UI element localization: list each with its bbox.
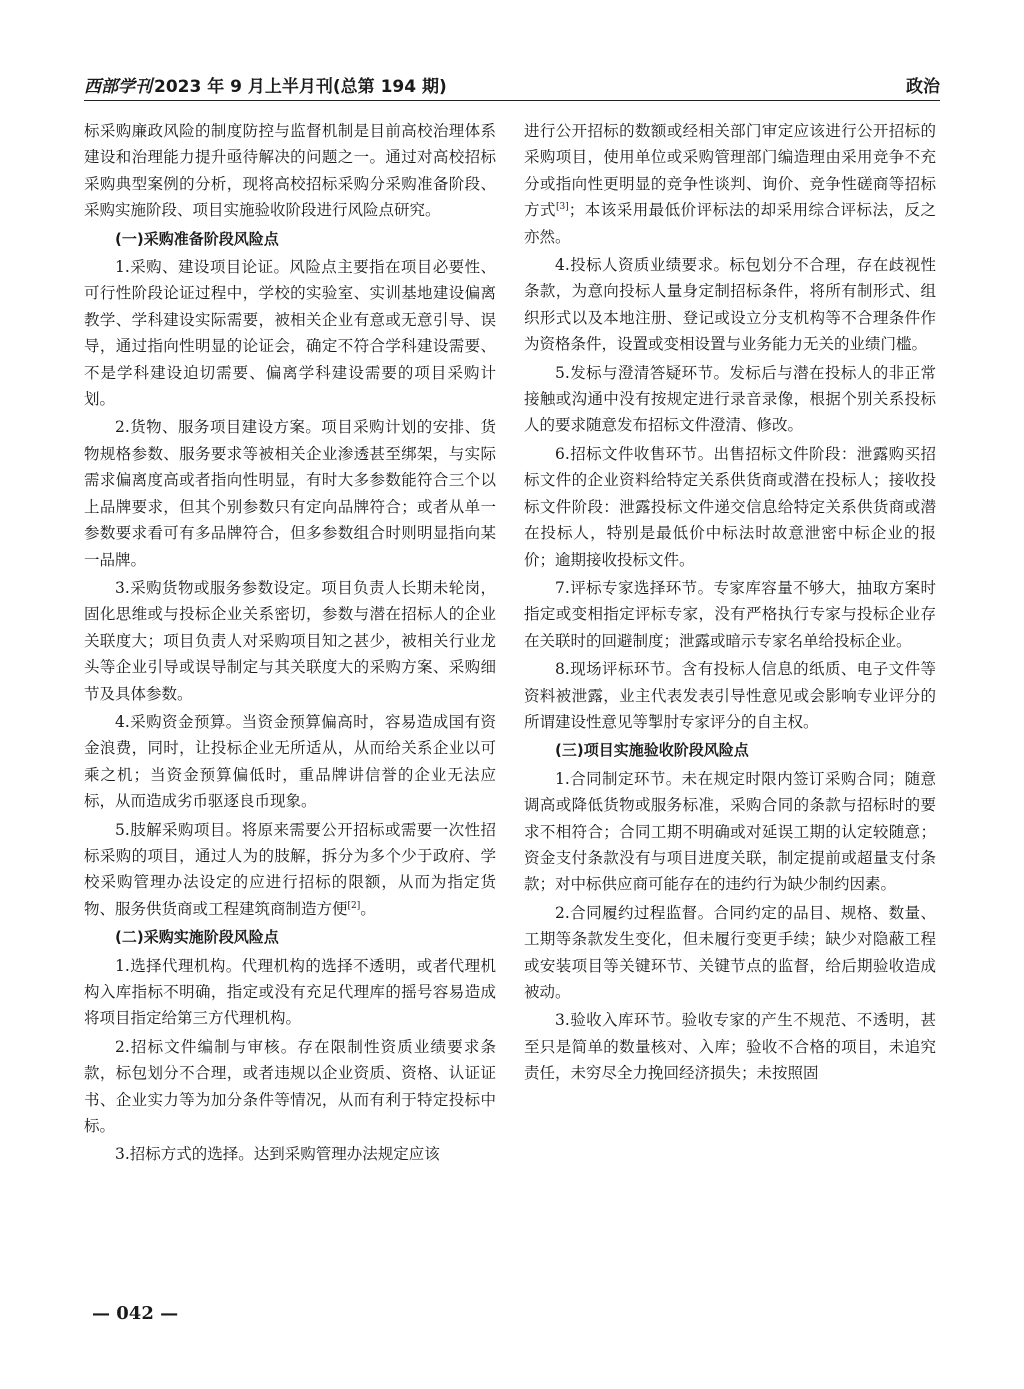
- citation-ref: [2]: [347, 900, 361, 911]
- paragraph-text: 2.货物、服务项目建设方案。项目采购计划的安排、货物规格参数、服务要求等被相关企业渗透甚至绑架，与实际需求偏离度高或者指向性明显，有时大多参数能符合三个以上品牌要求，但其个别参数只有定向品牌符合；或者从单一参数要求看可有多品牌符合，但多参数组合时则明显指向某一品牌。: [84, 418, 496, 569]
- paragraph: [84, 817, 496, 923]
- paragraph-text: 3.采购货物或服务参数设定。项目负责人长期未轮岗，固化思维或与投标企业关系密切，参数与潜在招标人的企业关联度大；项目负责人对采购项目知之甚少，被相关行业龙头等企业引导或误导制定与其关联度大的采购方案、采购细节及具体参数。: [84, 578, 496, 703]
- paragraph-text: 4.采购资金预算。当资金预算偏高时，容易造成国有资金浪费，同时，让投标企业无所适从，从而给关系企业以可乘之机；当资金预算偏低时，重品牌讲信誉的企业无法应标，从而造成劣币驱逐良币现象。: [84, 712, 496, 811]
- journal-logo: 西部学刊: [84, 77, 152, 97]
- paragraph-text: 3.招标方式的选择。达到采购管理办法规定应该: [115, 1145, 440, 1164]
- paragraph: [84, 1141, 496, 1167]
- paragraph: [524, 252, 936, 358]
- paragraph-text: 4.投标人资质业绩要求。标包划分不合理，存在歧视性条款，为意向投标人量身定制招标条件，将所有制形式、组织形式以及本地注册、登记或设立分支机构等不合理条件作为资格条件，设置或变相设置与业务能力无关的业绩门槛。: [524, 256, 936, 354]
- paragraph-text: 进行公开招标的数额或经相关部门审定应该进行公开招标的采购项目，使用单位或采购管理部门编造理由采用竞争不充分或指向性更明显的竞争性谈判、询价、竞争性磋商等招标方式: [524, 122, 936, 220]
- section-heading: [524, 737, 936, 763]
- paragraph: [524, 766, 936, 898]
- paragraph-text: 1.合同制定环节。未在规定时限内签订采购合同；随意调高或降低货物或服务标准，采购合同的条款与招标时的要求不相符合；合同工期不明确或对延误工期的认定较随意；资金支付条款没有与项目进度关联，制定提前或超量支付条款；对中标供应商可能存在的违约行为缺少制约因素。: [524, 769, 936, 894]
- right-column: [524, 118, 936, 1089]
- paragraph: [84, 953, 496, 1032]
- paragraph: [524, 360, 936, 439]
- paragraph: [524, 656, 936, 735]
- paragraph-text: 5.肢解采购项目。将原来需要公开招标或需要一次性招标采购的项目，通过人为的肢解，拆分为多个少于政府、学校采购管理办法设定的应进行招标的限额，从而为指定货物、服务供货商或工程建筑商制造方便: [84, 820, 496, 918]
- left-column: [84, 118, 496, 1170]
- page-number: — 042 —: [92, 1303, 179, 1324]
- paragraph: [524, 441, 936, 573]
- issue-info: 2023 年 9 月上半月刊(总第 194 期): [154, 77, 447, 97]
- paragraph-text: (二)采购实施阶段风险点: [115, 928, 279, 947]
- paragraph-text: 1.采购、建设项目论证。风险点主要指在项目必要性、可行性阶段论证过程中，学校的实验室、实训基地建设偏离教学、学科建设实际需要，被相关企业有意或无意引导、误导，通过指向性明显的论证会，确定不符合学科建设需要、不是学科建设迫切需要、偏离学科建设需要的项目采购计划。: [84, 258, 496, 409]
- paragraph: [84, 709, 496, 815]
- citation-ref: [3]: [555, 202, 569, 213]
- paragraph-text: 2.合同履约过程监督。合同约定的品目、规格、数量、工期等条款发生变化，但未履行变更手续；缺少对隐蔽工程或安装项目等关键环节、关键节点的监督，给后期验收造成被动。: [524, 903, 936, 1001]
- paragraph: [84, 575, 496, 707]
- section-heading: [84, 924, 496, 950]
- paragraph-text: 标采购廉政风险的制度防控与监督机制是目前高校治理体系建设和治理能力提升亟待解决的问题之一。通过对高校招标采购典型案例的分析，现将高校招标采购分采购准备阶段、采购实施阶段、项目实施验收阶段进行风险点研究。: [84, 122, 496, 220]
- paragraph: [524, 575, 936, 654]
- paragraph: [524, 118, 936, 250]
- paragraph: [524, 1007, 936, 1086]
- paragraph-tail: 。: [360, 899, 376, 918]
- paragraph: [84, 254, 496, 412]
- running-header: [84, 70, 940, 101]
- header-left: [84, 72, 447, 100]
- paragraph: [84, 1034, 496, 1140]
- paragraph-text: 6.招标文件收售环节。出售招标文件阶段：泄露购买招标文件的企业资料给特定关系供货商或潜在投标人；接收投标文件阶段：泄露投标文件递交信息给特定关系供货商或潜在投标人，特别是最低价中标法时故意泄密中标企业的报价；逾期接收投标文件。: [524, 444, 936, 569]
- paragraph-text: 7.评标专家选择环节。专家库容量不够大，抽取方案时指定或变相指定评标专家，没有严格执行专家与投标企业存在关联时的回避制度；泄露或暗示专家名单给投标企业。: [524, 578, 936, 650]
- paragraph-text: (三)项目实施验收阶段风险点: [555, 741, 749, 760]
- paragraph-text: 3.验收入库环节。验收专家的产生不规范、不透明，甚至只是简单的数量核对、入库；验收不合格的项目，未追究责任，未穷尽全力挽回经济损失；未按照固: [524, 1011, 936, 1083]
- paragraph: [84, 118, 496, 224]
- paragraph-text: 5.发标与澄清答疑环节。发标后与潜在投标人的非正常接触或沟通中没有按规定进行录音录像，根据个别关系投标人的要求随意发布招标文件澄清、修改。: [524, 363, 936, 435]
- paragraph-text: 8.现场评标环节。含有投标人信息的纸质、电子文件等资料被泄露，业主代表发表引导性意见或会影响专业评分的所谓建设性意见等掣肘专家评分的自主权。: [524, 660, 936, 731]
- section-heading: [84, 226, 496, 252]
- section-label: 政治: [906, 77, 940, 97]
- paragraph-text: (一)采购准备阶段风险点: [115, 229, 279, 248]
- paragraph-text: 1.选择代理机构。代理机构的选择不透明，或者代理机构入库指标不明确，指定或没有充足代理库的摇号容易造成将项目指定给第三方代理机构。: [84, 956, 496, 1028]
- paragraph: [84, 414, 496, 572]
- paragraph-text: 2.招标文件编制与审核。存在限制性资质业绩要求条款，标包划分不合理，或者违规以企业资质、资格、认证证书、企业实力等为加分条件等情况，从而有利于特定投标中标。: [84, 1037, 496, 1136]
- paragraph: [524, 900, 936, 1006]
- paragraph-tail: ；本该采用最低价评标法的却采用综合评标法，反之亦然。: [524, 201, 936, 246]
